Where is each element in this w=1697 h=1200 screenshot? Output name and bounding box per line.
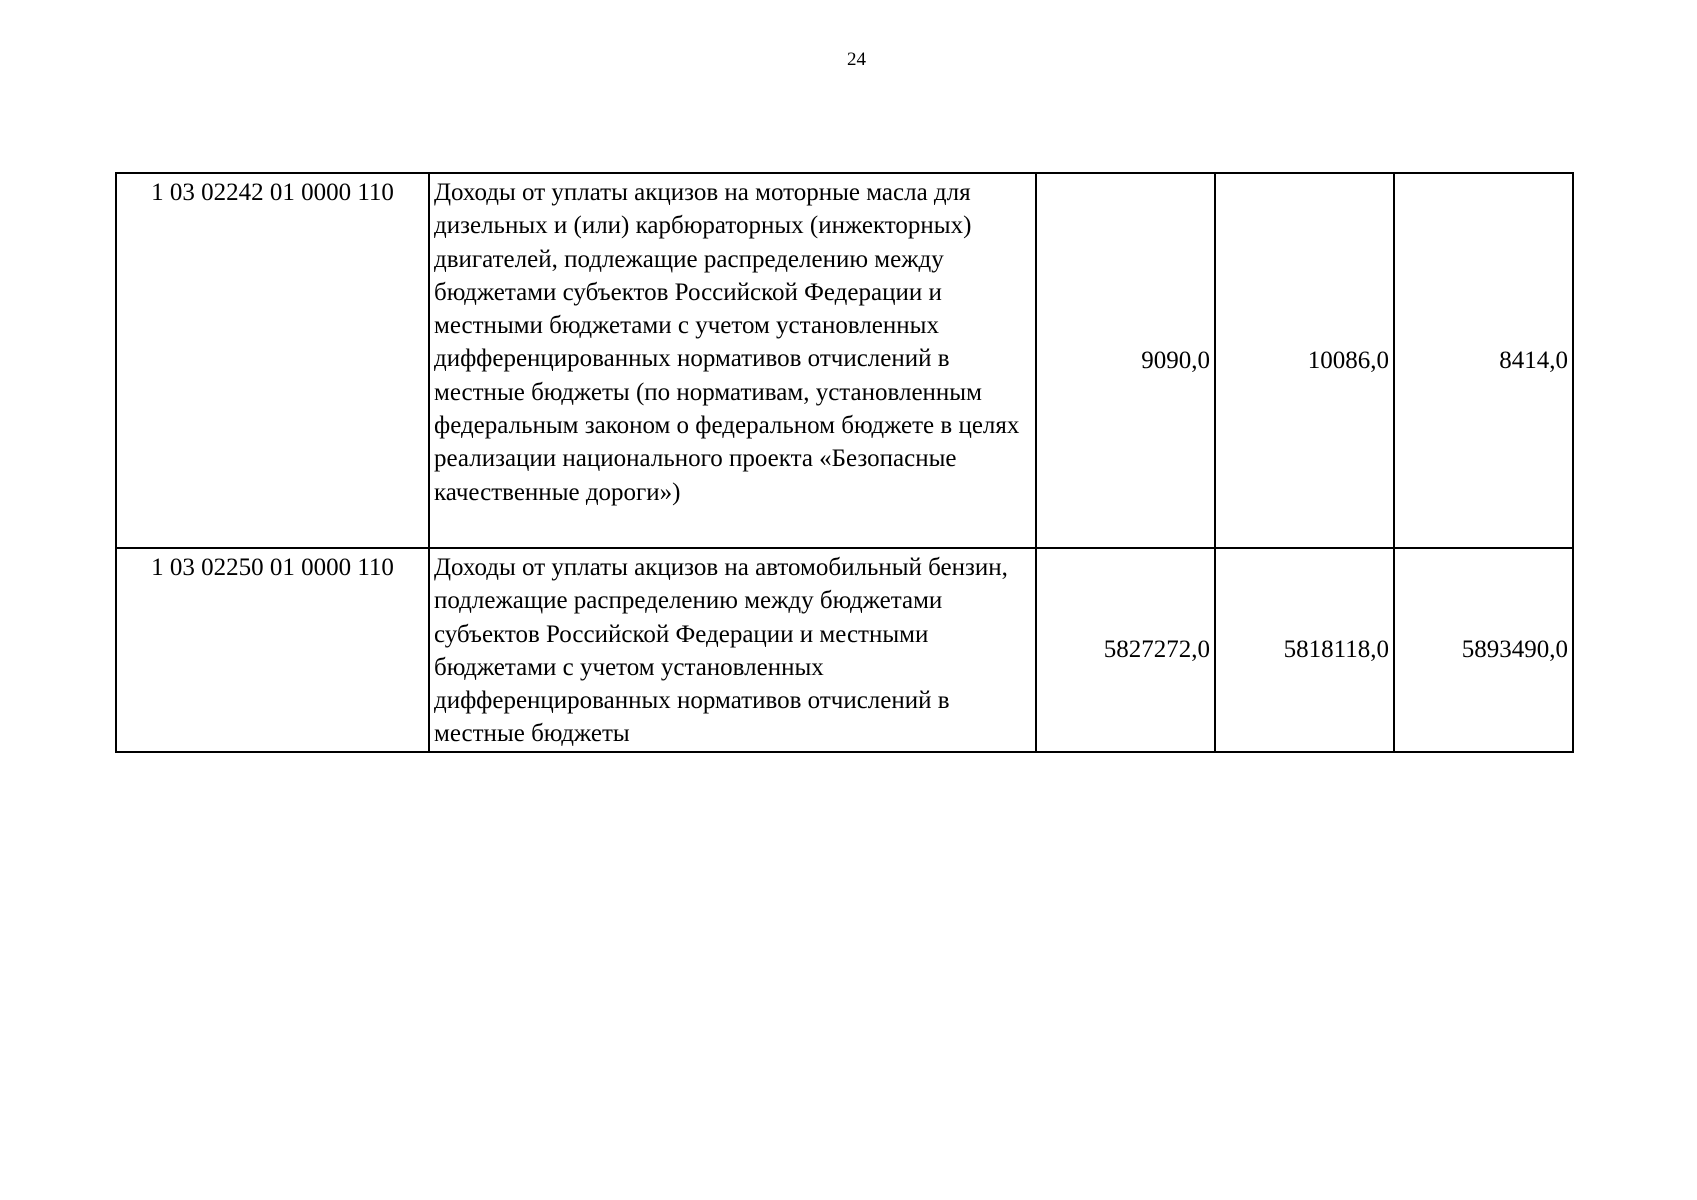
amount-cell: 9090,0 <box>1036 173 1215 548</box>
amount-cell: 5893490,0 <box>1394 548 1573 752</box>
amount-cell: 5818118,0 <box>1215 548 1394 752</box>
budget-classification-code: 1 03 02242 01 0000 110 <box>116 173 429 548</box>
amount-cell: 5827272,0 <box>1036 548 1215 752</box>
revenue-description: Доходы от уплаты акцизов на моторные масла для дизельных и (или) карбюраторных (инжекторных) двигателей, подлежащие распределению между бюджетами субъектов Российской Федерации и местными бюджетами с учетом установленных дифференцированных нормативов отчислений в местные бюджеты (по нормативам, установленным федеральным законом о федеральном бюджете в целях реализации национального проекта «Безопасные качественные дороги») <box>429 173 1036 548</box>
revenue-description: Доходы от уплаты акцизов на автомобильный бензин, подлежащие распределению между бюджетами субъектов Российской Федерации и местными бюджетами с учетом установленных дифференцированных нормативов отчислений в местные бюджеты <box>429 548 1036 752</box>
amount-cell: 10086,0 <box>1215 173 1394 548</box>
amount-cell: 8414,0 <box>1394 173 1573 548</box>
page-number: 24 <box>847 49 866 70</box>
budget-classification-code: 1 03 02250 01 0000 110 <box>116 548 429 752</box>
revenue-table <box>115 172 1574 753</box>
table-row <box>116 173 1573 548</box>
table-row <box>116 548 1573 752</box>
